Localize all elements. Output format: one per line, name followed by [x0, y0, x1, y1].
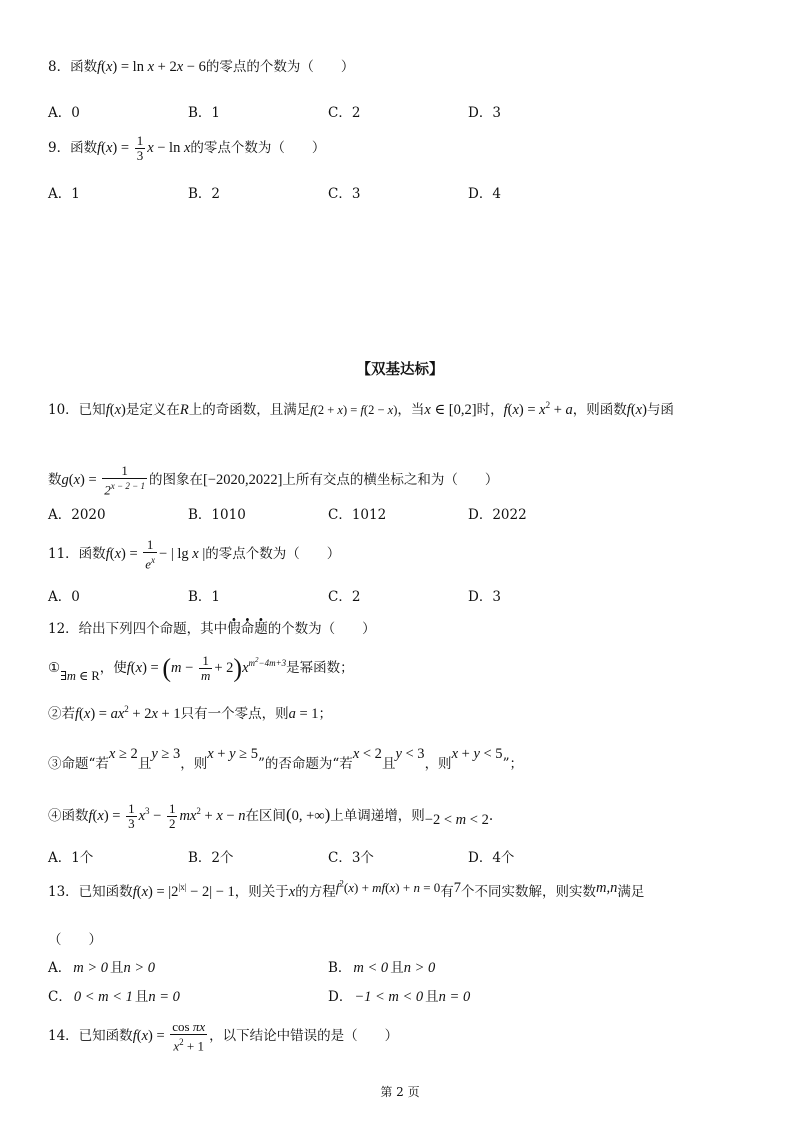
q12-statement-4: [48, 802, 493, 831]
q9-option-a: A．1: [48, 186, 80, 202]
q12-s1-text-2: 是幂函数；: [286, 659, 354, 676]
q8-option-b: B．1: [188, 105, 221, 121]
q9-option-b: B．2: [188, 186, 221, 202]
question-14: [48, 1020, 398, 1053]
q10-text-7: 与函: [646, 402, 674, 418]
question-9-text: 的零点个数为（ ）: [190, 139, 326, 156]
q12-s2-text-3: ；: [318, 706, 333, 722]
q12-emphasis-3: 题: [254, 621, 268, 637]
q12-s3-cond-4: y < 3: [395, 746, 425, 762]
q11-formula: f(x) = $\frac{1}{e^x}$ − | lg x |: [105, 537, 206, 572]
q13-option-b-cond-2: n > 0: [403, 960, 436, 976]
q10-text-10: 上所有交点的横坐标之和为（ ）: [282, 472, 499, 488]
q13-option-a-label: A．: [48, 960, 72, 976]
q12-s3-text-1: ③命题“若: [48, 756, 109, 772]
q13-option-c: [48, 985, 180, 1006]
question-12: [48, 617, 376, 637]
question-8-text: 的零点的个数为（ ）: [205, 59, 355, 75]
q10-fx-def: $f(x) = x^2 + a$: [503, 400, 573, 418]
q12-s1-marker: ①: [48, 659, 61, 676]
question-13: [48, 880, 644, 901]
question-11: [48, 538, 340, 571]
q13-count: 7: [453, 880, 462, 896]
q10-text-5: 时，: [476, 402, 504, 418]
q12-s4-formula: f(x) = $\frac{1}{3}$ $x^3$ − $\frac{1}{2}$ $mx^2 + x - n$: [88, 801, 246, 831]
q14-text-2: ，以下结论中错误的是（ ）: [209, 1028, 399, 1044]
q12-option-d: D．4个: [468, 850, 515, 866]
q13-option-a-and: 且: [110, 960, 124, 976]
q12-s3-text-6: ，则: [424, 756, 452, 772]
q12-s4-text-2: 在区间: [245, 807, 286, 824]
q10-interval: [−2020,2022]: [202, 472, 283, 488]
q10-set-r: R: [179, 402, 189, 418]
q12-emphasis-1: 假: [227, 621, 241, 637]
q8-option-d: D．3: [468, 105, 501, 121]
question-8-formula: f(x) = ln x + 2x − 6: [97, 59, 206, 75]
q10-fx-2: f(x): [626, 402, 647, 418]
q11-option-a: A．0: [48, 589, 80, 605]
q10-option-d: D．2022: [468, 507, 527, 523]
q13-option-c-label: C．: [48, 989, 72, 1005]
q12-s3-cond-1: x ≥ 2: [108, 746, 138, 762]
q12-statement-2: [48, 702, 332, 723]
q13-vars-mn: m,n: [596, 880, 618, 896]
q12-s2-formula: $f(x) = ax^2 + 2x + 1$: [75, 704, 181, 722]
q13-option-b-label: B．: [328, 960, 352, 976]
q10-text-9: 的图象在: [148, 472, 203, 488]
q10-option-b: B．1010: [188, 507, 246, 523]
q13-var-x: x: [288, 884, 296, 900]
q10-gx: g(x) = $\frac{1}{2^{x - 2 - 1}}$: [61, 463, 145, 498]
q12-s2-text-2: 只有一个零点，则: [180, 706, 289, 722]
q10-domain: x ∈ [0,2]: [424, 402, 477, 418]
q13-text-6: 满足: [617, 884, 645, 900]
q12-s4-range: −2 < m < 2: [424, 811, 489, 828]
q10-text-8: 数: [48, 472, 62, 488]
q12-s2-value: a = 1: [288, 706, 319, 722]
q10-condition: f(2 + x) = f(2 − x): [310, 403, 398, 417]
q13-option-a-cond-2: n > 0: [123, 960, 156, 976]
q14-text-1: 14．已知函数: [48, 1028, 133, 1044]
q10-text-2: 是定义在: [125, 402, 180, 418]
q12-s1-text-1: ，使: [99, 659, 127, 676]
q13-option-d-label: D．: [328, 989, 353, 1005]
q13-text-3: 的方程: [295, 884, 336, 900]
q12-statement-3: [48, 746, 523, 773]
q13-equation: $f^2(x) + mf(x) + n = 0$: [335, 878, 441, 895]
q8-option-a: A．0: [48, 105, 80, 121]
q13-option-c-cond-1: 0 < m < 1: [73, 989, 133, 1005]
q10-fx: f(x): [105, 402, 126, 418]
q12-s3-concl-1: x + y ≥ 5: [207, 746, 258, 762]
q10-text-6: ，则函数: [572, 402, 627, 418]
q10-text-4: ，当: [397, 402, 425, 418]
q12-emphasis-2: 命: [240, 621, 255, 637]
q12-s3-text-3: ，则: [180, 756, 208, 772]
q12-text-after: 的个数为（ ）: [267, 621, 376, 637]
q11-option-d: D．3: [468, 589, 501, 605]
question-9: [48, 134, 325, 163]
q13-text-5: 个不同实数解，则实数: [461, 884, 597, 900]
q11-number: 11．函数: [48, 546, 106, 562]
question-9-number: 9．函数: [48, 139, 98, 156]
q12-s3-concl-2: x + y < 5: [451, 746, 503, 762]
q13-option-d-cond-1: −1 < m < 0: [354, 989, 424, 1005]
q12-statement-1: [48, 654, 354, 683]
q12-option-b: B．2个: [188, 850, 234, 866]
q11-text: 的零点个数为（ ）: [205, 546, 341, 562]
q13-option-b-cond-1: m < 0: [353, 960, 389, 976]
q13-option-a: [48, 956, 155, 977]
q13-option-a-cond-1: m > 0: [73, 960, 109, 976]
question-10-line-1: [48, 398, 674, 419]
q8-option-c: C．2: [328, 105, 361, 121]
q10-option-a: A．2020: [48, 507, 106, 523]
q12-s3-text-5: 且: [381, 756, 396, 772]
q12-s3-text-4: ”的否命题为“若: [258, 756, 353, 772]
q13-text-1: 13．已知函数: [48, 884, 133, 900]
q10-option-c: C．1012: [328, 507, 387, 523]
q13-formula: $f(x) = |2^{|x|} - 2| - 1$: [132, 882, 235, 900]
q11-option-c: C．2: [328, 589, 361, 605]
q12-text-before: 12．给出下列四个命题，其中: [48, 621, 228, 637]
q12-s2-text-1: ②若: [48, 706, 75, 722]
q11-option-b: B．1: [188, 589, 221, 605]
q12-option-a: A．1个: [48, 850, 94, 866]
q13-option-c-cond-2: n = 0: [148, 989, 180, 1005]
q13-option-b: [328, 956, 435, 977]
q13-option-b-and: 且: [390, 960, 404, 976]
q12-s3-text-7: ”；: [502, 756, 523, 772]
q12-s3-cond-3: x < 2: [352, 746, 382, 762]
q13-option-d-cond-2: n = 0: [438, 989, 471, 1005]
q13-paren: （ ）: [48, 932, 102, 948]
question-8: [48, 55, 354, 76]
q13-option-d-and: 且: [425, 989, 439, 1005]
section-title: 【双基达标】: [356, 362, 444, 378]
q10-text-3: 上的奇函数，且满足: [188, 402, 311, 418]
page-number: 第 2 页: [380, 1085, 420, 1099]
q9-option-c: C．3: [328, 186, 361, 202]
q13-option-c-and: 且: [134, 989, 149, 1005]
q12-s4-text-3: 上单调递增，则: [330, 807, 425, 824]
q14-formula: f(x) = $\frac{\text{cos πx}}{x^2 + 1}$: [132, 1019, 206, 1054]
q12-s3-cond-2: y ≥ 3: [151, 746, 181, 762]
q9-option-d: D．4: [468, 186, 501, 202]
q12-s4-interval: (0, +∞): [285, 804, 331, 824]
question-9-formula: f(x) = $\frac{1}{3}$ x − ln x: [97, 133, 191, 163]
q12-s4-text-1: ④函数: [48, 807, 89, 824]
q10-text-1: 10．已知: [48, 402, 106, 418]
question-8-number: 8．函数: [48, 59, 98, 75]
q12-option-c: C．3个: [328, 850, 374, 866]
q12-s1-formula: f(x) = (m − $\frac{1}{m}$ + $2)x^{m^2-4m+3}$: [126, 653, 287, 683]
q13-option-d: [328, 985, 470, 1006]
q13-text-4: 有: [440, 884, 454, 900]
question-10-line-2: [48, 464, 498, 497]
q13-text-2: ，则关于: [234, 884, 289, 900]
q12-s1-exists: ∃m ∈ R: [60, 668, 100, 683]
q12-s4-text-4: .: [488, 807, 494, 824]
q12-s3-text-2: 且: [137, 756, 152, 772]
